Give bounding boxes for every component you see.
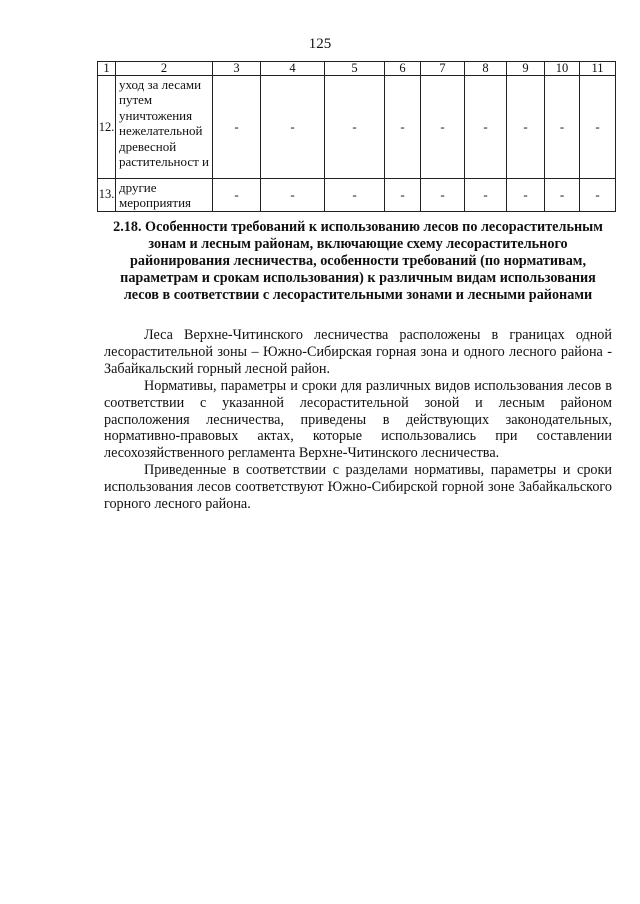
column-number: 10 <box>545 62 580 76</box>
paragraph: Нормативы, параметры и сроки для различных видов использования лесов в соответствии с указанной лесорастительной зоной и лесным районом расположения лесничества, приведены в действующих законодательных, нормативно-правовых актах, которые использовались при составлении лесохозяйственного регламента Верхне-Читинского лесничества. <box>104 377 612 462</box>
table-cell: - <box>261 179 325 212</box>
column-number: 5 <box>325 62 385 76</box>
table-row <box>98 76 616 179</box>
row-number: 13. <box>98 179 116 212</box>
column-number: 3 <box>213 62 261 76</box>
activity-name: уход за лесами путем уничтожения нежелательной древесной растительност и <box>116 76 213 179</box>
table-cell: - <box>213 179 261 212</box>
column-number: 4 <box>261 62 325 76</box>
table-cell: - <box>325 76 385 179</box>
table-cell: - <box>385 179 421 212</box>
column-number: 11 <box>580 62 616 76</box>
row-number: 12. <box>98 76 116 179</box>
table-cell: - <box>507 76 545 179</box>
paragraph: Леса Верхне-Читинского лесничества расположены в границах одной лесорастительной зоны – Южно-Сибирская горная зона и одного лесного района - Забайкальский горный лесной район. <box>104 327 612 377</box>
paragraph: Приведенные в соответствии с разделами нормативы, параметры и сроки использования лесов соответствуют Южно-Сибирской горной зоне Забайкальского горного лесного района. <box>104 462 612 513</box>
forest-use-table <box>97 61 616 212</box>
column-number: 1 <box>98 62 116 76</box>
body-text <box>104 327 612 513</box>
table-cell: - <box>580 179 616 212</box>
column-number: 8 <box>465 62 507 76</box>
table-cell: - <box>213 76 261 179</box>
table-row <box>98 179 616 212</box>
table-cell: - <box>580 76 616 179</box>
column-number: 9 <box>507 62 545 76</box>
table-cell: - <box>465 179 507 212</box>
activity-name: другие мероприятия <box>116 179 213 212</box>
table-cell: - <box>545 179 580 212</box>
table-cell: - <box>545 76 580 179</box>
table-header-row <box>98 62 616 76</box>
table-cell: - <box>465 76 507 179</box>
table-cell: - <box>385 76 421 179</box>
column-number: 2 <box>116 62 213 76</box>
column-number: 6 <box>385 62 421 76</box>
page-number: 125 <box>308 36 332 52</box>
table-cell: - <box>261 76 325 179</box>
column-number: 7 <box>421 62 465 76</box>
table-cell: - <box>421 76 465 179</box>
table-cell: - <box>325 179 385 212</box>
table-cell: - <box>421 179 465 212</box>
section-heading: 2.18. Особенности требований к использованию лесов по лесорастительным зонам и лесным районам, включающие схему лесорастительного районирования лесничества, особенности требований (по нормативам, параметрам и срокам использования) к различным видам использования лесов в соответствии с лесорастительными зонами и лесными районами <box>113 219 603 303</box>
table-cell: - <box>507 179 545 212</box>
